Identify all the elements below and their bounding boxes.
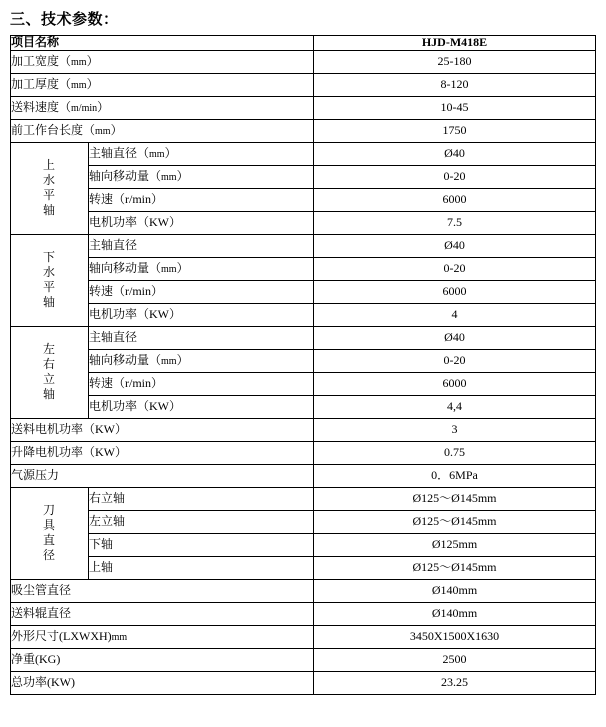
row-label-unit: mm bbox=[71, 56, 87, 68]
row-label: 转速（r/min） bbox=[89, 280, 314, 303]
table-row bbox=[11, 326, 596, 349]
row-label-tail: ） bbox=[110, 122, 123, 137]
group-label-left-right-vertical-spindle bbox=[11, 326, 89, 418]
table-row bbox=[11, 349, 596, 372]
row-label-unit: mm bbox=[95, 125, 111, 137]
row-label bbox=[89, 349, 314, 372]
row-value: 1750 bbox=[314, 119, 596, 142]
row-label: 气源压力 bbox=[11, 464, 314, 487]
row-value: 8-120 bbox=[314, 73, 596, 96]
table-row bbox=[11, 556, 596, 579]
row-label: 电机功率（KW） bbox=[89, 395, 314, 418]
table-row bbox=[11, 625, 596, 648]
row-label-text: 加工宽度（ bbox=[11, 53, 72, 68]
row-value: 6000 bbox=[314, 280, 596, 303]
group-label-text: 下 水 平 轴 bbox=[42, 250, 56, 310]
row-label-text: 外形尺寸(LXWXH) bbox=[11, 628, 112, 643]
row-value: 6000 bbox=[314, 372, 596, 395]
row-label-tail: ） bbox=[97, 99, 110, 114]
row-label-text: 轴向移动量（ bbox=[89, 168, 162, 183]
table-row bbox=[11, 280, 596, 303]
row-value: 0.75 bbox=[314, 441, 596, 464]
row-label-tail: ） bbox=[176, 352, 189, 367]
table-row bbox=[11, 464, 596, 487]
row-label-unit: mm bbox=[149, 148, 165, 160]
row-label-tail: ） bbox=[86, 76, 99, 91]
table-row bbox=[11, 533, 596, 556]
table-row bbox=[11, 211, 596, 234]
row-label-unit: mm bbox=[161, 263, 177, 275]
table-row bbox=[11, 487, 596, 510]
row-value: Ø125～Ø145mm bbox=[314, 487, 596, 510]
table-row bbox=[11, 441, 596, 464]
table-row bbox=[11, 602, 596, 625]
row-label bbox=[89, 142, 314, 165]
row-label-text: 主轴直径（ bbox=[89, 145, 150, 160]
row-label: 转速（r/min） bbox=[89, 188, 314, 211]
row-label-text: 前工作台长度（ bbox=[11, 122, 96, 137]
row-label: 转速（r/min） bbox=[89, 372, 314, 395]
row-label: 主轴直径 bbox=[89, 234, 314, 257]
table-row bbox=[11, 142, 596, 165]
row-value: Ø125mm bbox=[314, 533, 596, 556]
row-value: 3 bbox=[314, 418, 596, 441]
row-label bbox=[89, 257, 314, 280]
row-value: 10-45 bbox=[314, 96, 596, 119]
group-label-text: 上 水 平 轴 bbox=[42, 158, 56, 218]
page-title: 三、技术参数： bbox=[10, 12, 119, 28]
row-label bbox=[11, 96, 314, 119]
row-value: 4,4 bbox=[314, 395, 596, 418]
row-label bbox=[89, 165, 314, 188]
row-value: 25-180 bbox=[314, 50, 596, 73]
table-row bbox=[11, 303, 596, 326]
row-label-unit: mm bbox=[71, 79, 87, 91]
group-label-tool-diameter bbox=[11, 487, 89, 579]
table-row bbox=[11, 50, 596, 73]
row-label: 下轴 bbox=[89, 533, 314, 556]
row-value: 0-20 bbox=[314, 349, 596, 372]
table-row bbox=[11, 257, 596, 280]
row-label: 送料电机功率（KW） bbox=[11, 418, 314, 441]
row-value: 2500 bbox=[314, 648, 596, 671]
row-label: 上轴 bbox=[89, 556, 314, 579]
row-value: Ø125～Ø145mm bbox=[314, 510, 596, 533]
row-value: Ø40 bbox=[314, 234, 596, 257]
row-label-unit: m/min bbox=[71, 102, 98, 114]
row-label-text: 加工厚度（ bbox=[11, 76, 72, 91]
row-label: 主轴直径 bbox=[89, 326, 314, 349]
row-value: 23.25 bbox=[314, 671, 596, 694]
row-label-unit: mm bbox=[161, 355, 177, 367]
group-label-lower-horizontal-spindle bbox=[11, 234, 89, 326]
header-cell-item-name: 项目名称 bbox=[11, 36, 314, 51]
row-label: 送料辊直径 bbox=[11, 602, 314, 625]
table-row bbox=[11, 395, 596, 418]
row-label-text: 送料速度（ bbox=[11, 99, 72, 114]
table-row bbox=[11, 234, 596, 257]
row-label: 左立轴 bbox=[89, 510, 314, 533]
row-label-tail: ） bbox=[176, 168, 189, 183]
table-row bbox=[11, 119, 596, 142]
group-label-text: 刀 具 直 径 bbox=[42, 503, 56, 563]
table-row bbox=[11, 165, 596, 188]
row-value: 3450X1500X1630 bbox=[314, 625, 596, 648]
table-row bbox=[11, 579, 596, 602]
row-label-text: 轴向移动量（ bbox=[89, 260, 162, 275]
header-cell-model: HJD-M418E bbox=[314, 36, 596, 51]
row-value: Ø125～Ø145mm bbox=[314, 556, 596, 579]
row-label: 总功率(KW) bbox=[11, 671, 314, 694]
row-label: 吸尘管直径 bbox=[11, 579, 314, 602]
group-label-upper-horizontal-spindle bbox=[11, 142, 89, 234]
row-label-tail: ） bbox=[164, 145, 177, 160]
table-row bbox=[11, 372, 596, 395]
row-label bbox=[11, 73, 314, 96]
row-label bbox=[11, 625, 314, 648]
row-value: Ø140mm bbox=[314, 579, 596, 602]
row-label: 电机功率（KW） bbox=[89, 211, 314, 234]
row-label: 升降电机功率（KW） bbox=[11, 441, 314, 464]
row-label: 右立轴 bbox=[89, 487, 314, 510]
row-label-unit: mm bbox=[161, 171, 177, 183]
row-label-text: 轴向移动量（ bbox=[89, 352, 162, 367]
row-value: 6000 bbox=[314, 188, 596, 211]
table-row bbox=[11, 671, 596, 694]
row-value: 0-20 bbox=[314, 257, 596, 280]
row-value: 0．6MPa bbox=[314, 464, 596, 487]
row-value: 4 bbox=[314, 303, 596, 326]
specifications-table bbox=[10, 35, 596, 695]
row-value: Ø40 bbox=[314, 326, 596, 349]
table-row bbox=[11, 418, 596, 441]
row-value: Ø140mm bbox=[314, 602, 596, 625]
table-row bbox=[11, 96, 596, 119]
table-row bbox=[11, 188, 596, 211]
row-value: 0-20 bbox=[314, 165, 596, 188]
table-row bbox=[11, 648, 596, 671]
row-value: Ø40 bbox=[314, 142, 596, 165]
row-label bbox=[11, 50, 314, 73]
group-label-text: 左 右 立 轴 bbox=[42, 342, 56, 402]
row-label: 净重(KG) bbox=[11, 648, 314, 671]
row-label-unit: mm bbox=[111, 631, 128, 643]
table-row bbox=[11, 510, 596, 533]
table-row bbox=[11, 73, 596, 96]
table-header-row bbox=[11, 36, 596, 51]
row-label-tail: ） bbox=[176, 260, 189, 275]
row-label-tail: ） bbox=[86, 53, 99, 68]
row-value: 7.5 bbox=[314, 211, 596, 234]
row-label bbox=[11, 119, 314, 142]
row-label: 电机功率（KW） bbox=[89, 303, 314, 326]
